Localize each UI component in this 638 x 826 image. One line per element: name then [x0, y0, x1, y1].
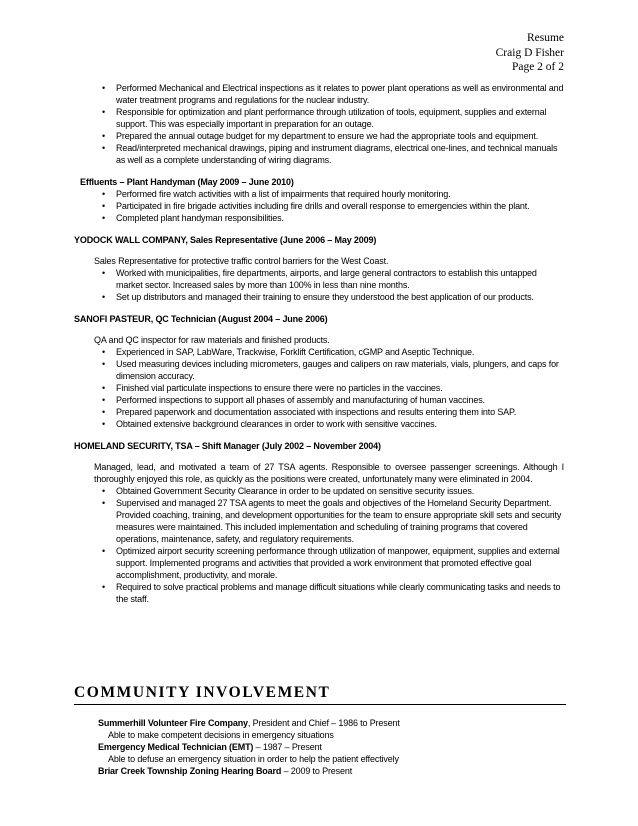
- community-org: Summerhill Volunteer Fire Company: [98, 718, 248, 728]
- community-role: – 2009 to Present: [281, 766, 353, 776]
- list-item: • Responsible for optimization and plant performance through utilization of tools, equipment, supplies and external support. This was especially important in preparation for an outage.: [74, 106, 564, 130]
- community-org: Briar Creek Township Zoning Hearing Board: [98, 766, 282, 776]
- job-description: Sales Representative for protective traffic control barriers for the West Coast.: [94, 256, 389, 266]
- job-bullets: [74, 188, 564, 224]
- list-item: • Experienced in SAP, LabWare, Trackwise, Forklift Certification, cGMP and Aseptic Technique.: [74, 346, 564, 358]
- homeland-job: [74, 440, 564, 605]
- list-item: • Performed fire watch activities with a list of impairments that required hourly monitoring.: [74, 188, 564, 200]
- job-title: YODOCK WALL COMPANY, Sales Representative (June 2006 – May 2009): [74, 235, 377, 245]
- job-bullets: [74, 346, 564, 430]
- effluents-job: [74, 176, 564, 224]
- community-section-title: COMMUNITY INVOLVEMENT: [74, 684, 331, 701]
- header-resume-label: Resume: [526, 32, 564, 44]
- list-item: • Participated in fire brigade activities including fire drills and overall response to emergencies within the plant.: [74, 200, 564, 212]
- list-item: • Worked with municipalities, fire departments, airports, and large general contractors to establish this untapped market sector. Increased sales by more than 100% in less than nine months.: [74, 267, 564, 291]
- list-item: • Read/interpreted mechanical drawings, piping and instrument diagrams, electrical one-lines, and technical manuals as well as a complete understanding of wiring diagrams.: [74, 142, 564, 166]
- community-detail: Able to make competent decisions in emergency situations: [108, 730, 334, 740]
- job-description: Managed, lead, and motivated a team of 27 TSA agents. Responsible to oversee passenger screenings. Although I thoroughly enjoyed this role, as quickly as the positions were created, unfortunately many were eliminated in 2004.: [94, 462, 564, 484]
- job-title: Effluents – Plant Handyman (May 2009 – June 2010): [80, 177, 294, 187]
- list-item: • Obtained extensive background clearances in order to work with sensitive vaccines.: [74, 418, 564, 430]
- experience-section: [74, 82, 564, 615]
- list-item: • Required to solve practical problems and manage difficult situations while clearly communicating tasks and needs to the staff.: [74, 581, 564, 605]
- community-list: [98, 717, 400, 777]
- list-item: • Prepared paperwork and documentation associated with inspections and results entering them into SAP.: [74, 406, 564, 418]
- list-item: • Set up distributors and managed their training to ensure they understood the best application of our products.: [74, 291, 564, 303]
- list-item: • Completed plant handyman responsibilities.: [74, 212, 564, 224]
- community-role: , President and Chief – 1986 to Present: [247, 718, 400, 728]
- previous-job-bullets: [74, 82, 564, 166]
- community-role: – 1987 – Present: [253, 742, 322, 752]
- job-title: SANOFI PASTEUR, QC Technician (August 2004 – June 2006): [74, 314, 328, 324]
- job-bullets: [74, 267, 564, 303]
- header-name: Craig D Fisher: [495, 46, 564, 59]
- sanofi-job: [74, 313, 564, 430]
- list-item: • Optimized airport security screening performance through utilization of manpower, equipment, supplies and external support. Implemented programs and activities that provided a work environment that promoted effective goal accomplishment, productivity, and morale.: [74, 545, 564, 581]
- section-divider: [74, 704, 566, 705]
- list-item: • Obtained Government Security Clearance in order to be updated on sensitive security issues.: [74, 485, 564, 497]
- header-page-number: Page 2 of 2: [511, 61, 564, 73]
- list-item: • Prepared the annual outage budget for my department to ensure we had the appropriate tools and equipment.: [74, 130, 564, 142]
- job-bullets: [74, 485, 564, 605]
- list-item: • Finished vial particulate inspections to ensure there were no particles in the vaccines.: [74, 382, 564, 394]
- community-detail: Able to defuse an emergency situation in order to help the patient effectively: [108, 754, 399, 764]
- community-org: Emergency Medical Technician (EMT): [98, 742, 254, 752]
- page-header: [496, 31, 564, 75]
- list-item: • Performed inspections to support all phases of assembly and manufacturing of human vaccines.: [74, 394, 564, 406]
- community-item: [98, 741, 400, 753]
- list-item: • Supervised and managed 27 TSA agents to meet the goals and objectives of the Homeland Security Department. Provided coaching, training, and development opportunities for the team to ensure appropriate skill sets and security measures were maintained. This included implementation and scheduling of training programs that covered operations, maintenance, safety, and regulatory requirements.: [74, 497, 564, 545]
- list-item: • Used measuring devices including micrometers, gauges and calipers on raw materials, vials, plungers, and caps for dimension accuracy.: [74, 358, 564, 382]
- community-item: [98, 765, 400, 777]
- job-description: QA and QC inspector for raw materials and finished products.: [94, 335, 330, 345]
- community-item: [98, 717, 400, 729]
- list-item: • Performed Mechanical and Electrical inspections as it relates to power plant operations as well as environmental and water treatment programs and regulations for the nuclear industry.: [74, 82, 564, 106]
- yodock-job: [74, 234, 564, 303]
- job-title: HOMELAND SECURITY, TSA – Shift Manager (July 2002 – November 2004): [74, 441, 381, 451]
